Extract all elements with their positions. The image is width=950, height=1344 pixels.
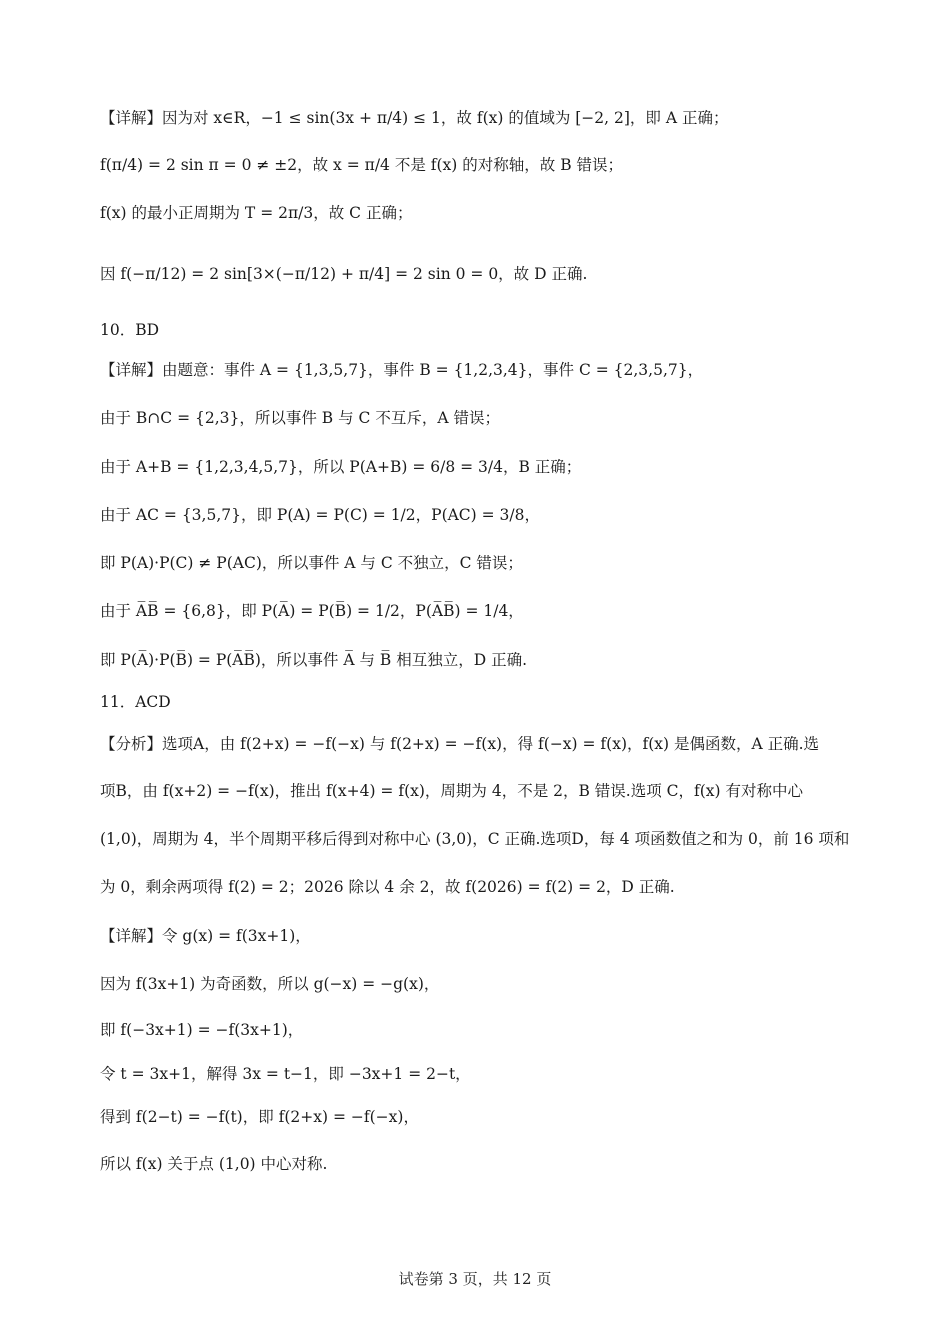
line-text: 得到 f(2−t) = −f(t)，即 f(2+x) = −f(−x)，: [100, 1108, 419, 1126]
text-line: [100, 648, 890, 670]
line-text: 令 t = 3x+1，解得 3x = t−1，即 −3x+1 = 2−t，: [100, 1065, 471, 1083]
page-footer: 试卷第 3 页，共 12 页: [398, 1270, 552, 1288]
text-line: [100, 201, 890, 223]
line-text: 10．BD: [100, 321, 160, 339]
line-text: 由于 AC = {3,5,7}，即 P(A) = P(C) = 1/2，P(AC) = 3/8，: [100, 506, 541, 524]
text-line: [100, 827, 890, 849]
line-text: 【分析】选项A，由 f(2+x) = −f(−x) 与 f(2+x) = −f(x)，得 f(−x) = f(x)，f(x) 是偶函数，A 正确.选: [100, 735, 820, 753]
line-text: 由于 B∩C = {2,3}，所以事件 B 与 C 不互斥，A 错误；: [100, 409, 500, 427]
line-text: 为 0，剩余两项得 f(2) = 2；2026 除以 4 余 2，故 f(2026) = f(2) = 2，D 正确.: [100, 878, 675, 896]
text-line: [100, 924, 890, 946]
line-text: f(π/4) = 2 sin π = 0 ≠ ±2，故 x = π/4 不是 f(x) 的对称轴，故 B 错误；: [100, 156, 624, 174]
line-text: 11．ACD: [100, 693, 171, 711]
text-line: [100, 779, 890, 801]
line-text: 因为 f(3x+1) 为奇函数，所以 g(−x) = −g(x)，: [100, 975, 440, 993]
line-text: 由于 A̅B̅ = {6,8}，即 P(A̅) = P(B̅) = 1/2，P(A̅B̅) = 1/4，: [100, 602, 524, 620]
line-text: (1,0)，周期为 4，半个周期平移后得到对称中心 (3,0)，C 正确.选项D，每 4 项函数值之和为 0，前 16 项和: [100, 830, 850, 848]
line-text: 因 f(−π/12) = 2 sin[3×(−π/12) + π/4] = 2 sin 0 = 0，故 D 正确.: [100, 265, 588, 283]
line-text: 即 P(A)·P(C) ≠ P(AC)，所以事件 A 与 C 不独立，C 错误；: [100, 554, 523, 572]
text-line: [100, 406, 890, 428]
text-line: [100, 732, 890, 754]
text-line: [100, 599, 890, 621]
line-text: f(x) 的最小正周期为 T = 2π/3，故 C 正确；: [100, 204, 413, 222]
text-line: [100, 358, 890, 380]
text-line: [100, 1105, 890, 1127]
text-line: [100, 1018, 890, 1040]
line-text: 由于 A+B = {1,2,3,4,5,7}，所以 P(A+B) = 6/8 = 3/4，B 正确；: [100, 458, 582, 476]
text-line: [100, 106, 890, 128]
line-text: 即 f(−3x+1) = −f(3x+1)，: [100, 1021, 304, 1039]
text-line: [100, 1062, 890, 1084]
text-line: [100, 503, 890, 525]
line-text: 即 P(A̅)·P(B̅) = P(A̅B̅)，所以事件 A̅ 与 B̅ 相互独立，D 正确.: [100, 651, 528, 669]
question-number: [100, 690, 890, 712]
line-text: 【详解】令 g(x) = f(3x+1)，: [100, 927, 311, 945]
line-text: 项B，由 f(x+2) = −f(x)，推出 f(x+4) = f(x)，周期为 4，不是 2，B 错误.选项 C，f(x) 有对称中心: [100, 782, 804, 800]
text-line: [100, 875, 890, 897]
line-text: 【详解】因为对 x∈R，−1 ≤ sin(3x + π/4) ≤ 1，故 f(x) 的值域为 [−2, 2]，即 A 正确；: [100, 109, 729, 127]
text-line: [100, 551, 890, 573]
question-number: [100, 318, 890, 340]
line-text: 所以 f(x) 关于点 (1,0) 中心对称.: [100, 1155, 328, 1173]
text-line: [100, 1152, 890, 1174]
text-line: [100, 153, 890, 175]
line-text: 【详解】由题意：事件 A = {1,3,5,7}，事件 B = {1,2,3,4}，事件 C = {2,3,5,7}，: [100, 361, 704, 379]
text-line: [100, 262, 890, 284]
text-line: [100, 455, 890, 477]
text-line: [100, 972, 890, 994]
